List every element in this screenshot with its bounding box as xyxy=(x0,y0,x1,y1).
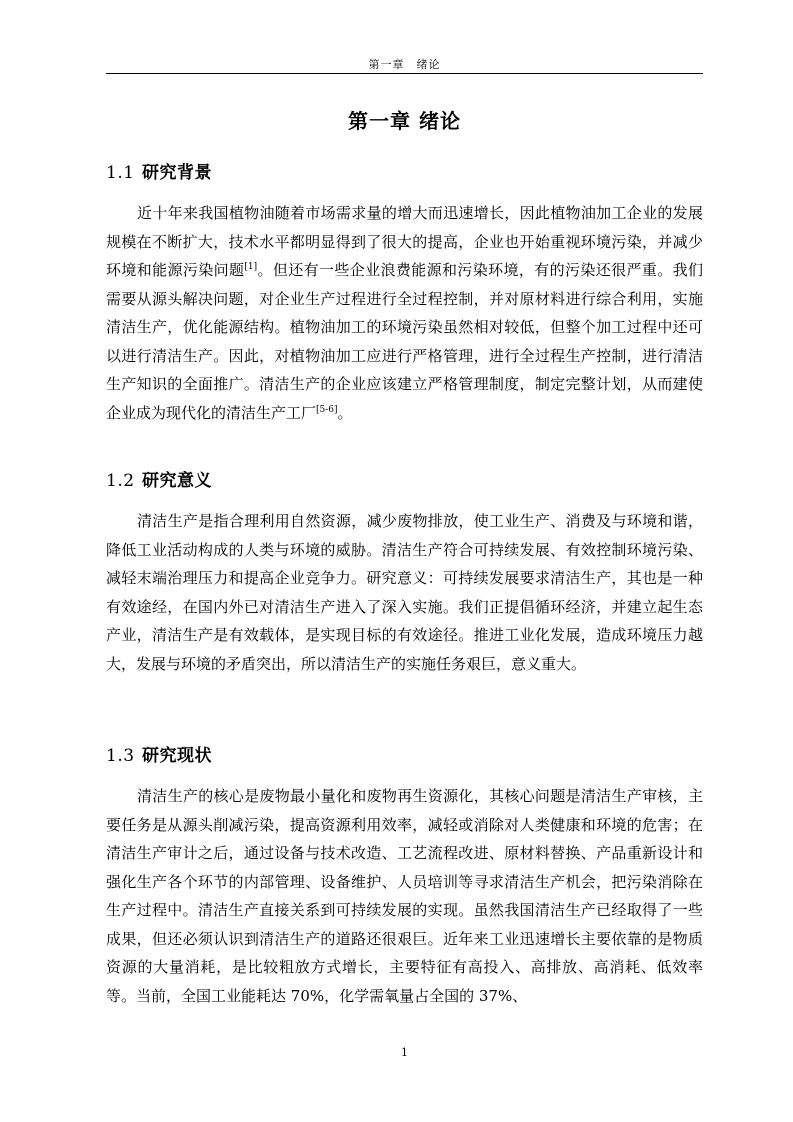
citation-ref: [1] xyxy=(244,262,258,272)
section-number: 1.3 xyxy=(106,746,135,766)
section-title: 研究意义 xyxy=(141,471,212,491)
citation-ref: [5-6] xyxy=(316,404,338,415)
paragraph-text: 。 xyxy=(337,403,353,422)
paragraph-text: 近十年来我国植物油随着市场需求量的增大而迅速增长，因此植物油加工企业的发展规模在不断扩大，技术水平都明显得到了很大的提高，企业也开始重视环境污染，并减少环境和能源污染问题 xyxy=(106,204,703,279)
paragraph-background xyxy=(106,199,703,427)
section-heading-1-3 xyxy=(106,741,212,766)
section-title: 研究背景 xyxy=(141,163,212,183)
running-header: 第一章 绪论 xyxy=(368,58,441,71)
page-number: 1 xyxy=(401,1046,408,1059)
paragraph-text: 。但还有一些企业浪费能源和污染环境，有的污染还很严重。我们需要从源头解决问题，对企业生产过程进行全过程控制，并对原材料进行综合利用，实施清洁生产，优化能源结构。植物油加工的环境污染虽然相对较低，但整个加工过程中还可以进行清洁生产。因此，对植物油加工应进行严格管理，进行全过程生产控制，进行清洁生产知识的全面推广。清洁生产的企业应该建立严格管理制度，制定完整计划，从而建使企业成为现代化的清洁生产工厂 xyxy=(106,261,703,422)
section-title: 研究现状 xyxy=(141,746,212,766)
section-number: 1.1 xyxy=(106,163,135,183)
section-number: 1.2 xyxy=(106,471,135,491)
paragraph-significance: 清洁生产是指合理利用自然资源，减少废物排放，使工业生产、消费及与环境和谐，降低工业活动构成的人类与环境的威胁。清洁生产符合可持续发展、有效控制环境污染、减轻末端治理压力和提高企业竞争力。研究意义：可持续发展要求清洁生产，其也是一种有效途经，在国内外已对清洁生产进入了深入实施。我们正提倡循环经济，并建立起生态产业，清洁生产是有效载体，是实现目标的有效途径。推进工业化发展，造成环境压力越大，发展与环境的矛盾突出，所以清洁生产的实施任务艰巨，意义重大。 xyxy=(106,512,703,673)
chapter-title: 第一章 绪论 xyxy=(348,109,461,133)
header-rule xyxy=(106,73,703,74)
paragraph-status: 清洁生产的核心是废物最小量化和废物再生资源化，其核心问题是清洁生产审核，主要任务是从源头削减污染，提高资源利用效率，减轻或消除对人类健康和环境的危害；在清洁生产审计之后，通过设备与技术改造、工艺流程改进、原材料替换、产品重新设计和强化生产各个环节的内部管理、设备维护、人员培训等寻求清洁生产机会，把污染消除在生产过程中。清洁生产直接关系到可持续发展的实现。虽然我国清洁生产已经取得了一些成果，但还必须认识到清洁生产的道路还很艰巨。近年来工业迅速增长主要依靠的是物质资源的大量消耗，是比较粗放方式增长，主要特征有高投入、高排放、高消耗、低效率等。当前，全国工业能耗达 70%，化学需氧量占全国的 37%、 xyxy=(106,787,703,1005)
section-heading-1-1 xyxy=(106,158,212,183)
section-heading-1-2 xyxy=(106,466,212,491)
